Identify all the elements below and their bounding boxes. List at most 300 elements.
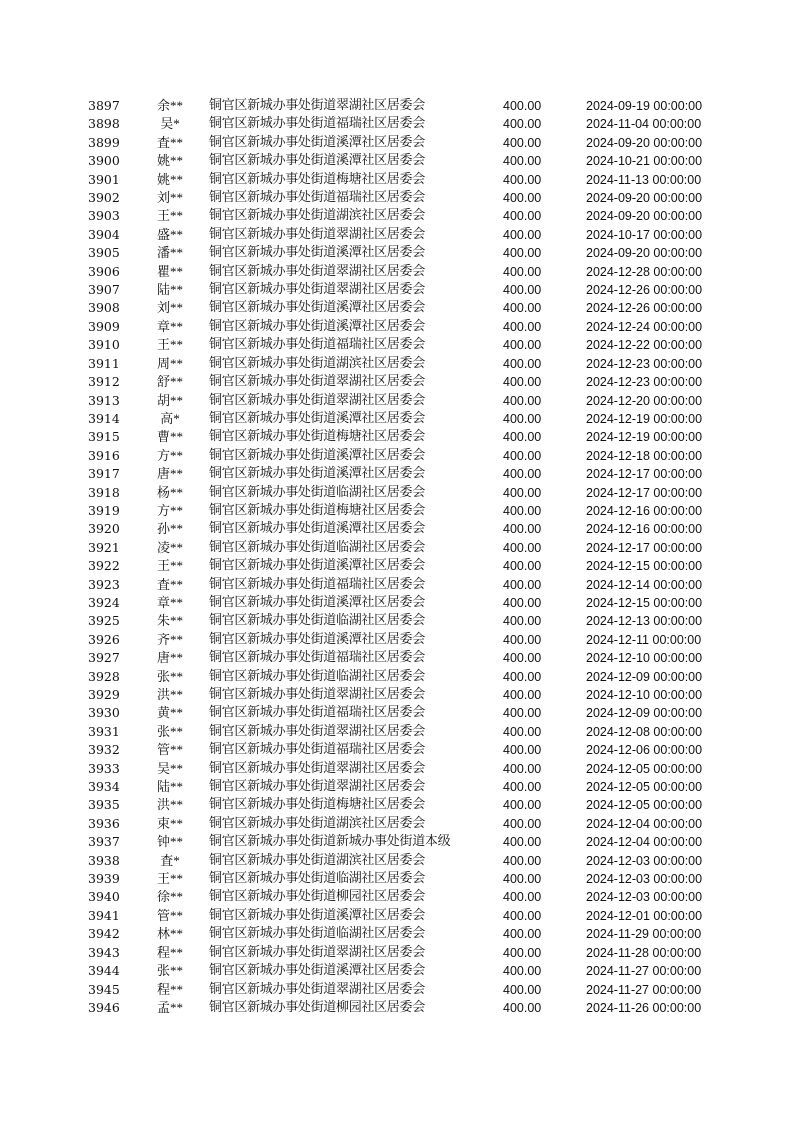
- payment-date: 2024-12-23 00:00:00: [586, 375, 703, 390]
- record-id: 3924: [88, 594, 120, 610]
- record-id: 3945: [88, 981, 120, 997]
- person-name: 吴*: [160, 116, 180, 132]
- organization: 铜官区新城办事处街道溪潭社区居委会: [209, 134, 425, 150]
- organization: 铜官区新城办事处街道溪潭社区居委会: [209, 521, 425, 537]
- amount: 400.00: [503, 375, 542, 390]
- payment-date: 2024-12-10 00:00:00: [586, 688, 703, 702]
- record-id: 3942: [88, 926, 120, 942]
- record-id: 3905: [88, 245, 120, 261]
- record-id: 3910: [88, 337, 120, 353]
- payment-date: 2024-11-13 00:00:00: [586, 172, 702, 187]
- table-row: [0, 557, 793, 575]
- amount: 400.00: [503, 927, 542, 942]
- amount: 400.00: [503, 117, 542, 132]
- record-id: 3909: [88, 318, 120, 334]
- organization: 铜官区新城办事处街道翠湖社区居委会: [209, 392, 425, 408]
- record-id: 3913: [88, 392, 120, 408]
- amount: 400.00: [503, 945, 542, 960]
- organization: 铜官区新城办事处街道溪潭社区居委会: [209, 466, 425, 482]
- table-row: [0, 355, 793, 373]
- record-id: 3897: [88, 98, 120, 113]
- payment-date: 2024-11-04 00:00:00: [586, 117, 702, 132]
- person-name: 束**: [156, 815, 183, 831]
- organization: 铜官区新城办事处街道福瑞社区居委会: [209, 650, 425, 666]
- organization: 铜官区新城办事处街道湖滨社区居委会: [209, 208, 425, 224]
- record-id: 3918: [88, 484, 120, 500]
- table-row: [0, 502, 793, 520]
- organization: 铜官区新城办事处街道溪潭社区居委会: [209, 318, 425, 334]
- record-id: 3912: [88, 374, 120, 390]
- person-name: 张**: [156, 723, 183, 739]
- organization: 铜官区新城办事处街道梅塘社区居委会: [209, 171, 425, 187]
- payment-date: 2024-09-20 00:00:00: [586, 209, 703, 224]
- payment-date: 2024-12-16 00:00:00: [586, 503, 703, 518]
- table-row: [0, 244, 793, 262]
- table-row: [0, 299, 793, 317]
- payment-date: 2024-09-20 00:00:00: [586, 135, 703, 150]
- person-name: 胡**: [156, 392, 183, 408]
- table-row: [0, 318, 793, 336]
- person-name: 洪**: [156, 687, 183, 702]
- table-row: [0, 152, 793, 170]
- payment-date: 2024-12-03 00:00:00: [586, 872, 703, 887]
- table-row: [0, 612, 793, 630]
- person-name: 王**: [156, 871, 183, 887]
- person-name: 章**: [156, 318, 183, 334]
- person-name: 余**: [156, 98, 183, 113]
- record-id: 3930: [88, 705, 120, 721]
- organization: 铜官区新城办事处街道翠湖社区居委会: [209, 263, 425, 279]
- table-row: [0, 981, 793, 999]
- amount: 400.00: [503, 301, 542, 316]
- record-id: 3907: [88, 282, 120, 298]
- payment-date: 2024-12-22 00:00:00: [586, 338, 703, 353]
- payment-date: 2024-12-19 00:00:00: [586, 430, 703, 445]
- organization: 铜官区新城办事处街道临湖社区居委会: [209, 926, 425, 942]
- record-id: 3946: [88, 999, 120, 1015]
- person-name: 孟**: [156, 999, 183, 1015]
- payment-date: 2024-12-26 00:00:00: [586, 301, 703, 316]
- table-row: [0, 760, 793, 778]
- record-id: 3922: [88, 558, 120, 574]
- amount: 400.00: [503, 99, 542, 113]
- organization: 铜官区新城办事处街道翠湖社区居委会: [209, 374, 425, 390]
- table-row: [0, 796, 793, 814]
- amount: 400.00: [503, 835, 542, 850]
- table-row: [0, 336, 793, 354]
- table-row: [0, 944, 793, 962]
- organization: 铜官区新城办事处街道翠湖社区居委会: [209, 760, 425, 776]
- payment-date: 2024-12-06 00:00:00: [586, 743, 703, 758]
- record-id: 3916: [88, 447, 120, 463]
- amount: 400.00: [503, 448, 542, 463]
- payment-date: 2024-12-14 00:00:00: [586, 577, 703, 592]
- payment-date: 2024-11-29 00:00:00: [586, 927, 702, 942]
- organization: 铜官区新城办事处街道翠湖社区居委会: [209, 944, 425, 960]
- records-table: [0, 97, 793, 1017]
- organization: 铜官区新城办事处街道梅塘社区居委会: [209, 502, 425, 518]
- table-row: [0, 520, 793, 538]
- record-id: 3917: [88, 466, 120, 482]
- payment-date: 2024-12-28 00:00:00: [586, 264, 703, 279]
- payment-date: 2024-12-04 00:00:00: [586, 835, 703, 850]
- record-id: 3904: [88, 226, 120, 242]
- organization: 铜官区新城办事处街道溪潭社区居委会: [209, 300, 425, 316]
- payment-date: 2024-12-09 00:00:00: [586, 706, 703, 721]
- table-row: [0, 741, 793, 759]
- table-row: [0, 962, 793, 980]
- organization: 铜官区新城办事处街道福瑞社区居委会: [209, 190, 425, 206]
- payment-date: 2024-10-21 00:00:00: [586, 154, 703, 169]
- person-name: 程**: [156, 944, 183, 960]
- record-id: 3938: [88, 852, 120, 868]
- organization: 铜官区新城办事处街道翠湖社区居委会: [209, 779, 425, 795]
- amount: 400.00: [503, 982, 542, 997]
- person-name: 王**: [156, 208, 183, 224]
- person-name: 唐**: [156, 466, 183, 482]
- record-id: 3926: [88, 631, 120, 647]
- amount: 400.00: [503, 522, 542, 537]
- table-row: [0, 704, 793, 722]
- record-id: 3920: [88, 521, 120, 537]
- table-row: [0, 410, 793, 428]
- table-row: [0, 539, 793, 557]
- person-name: 査**: [156, 576, 183, 592]
- person-name: 徐**: [156, 889, 183, 905]
- amount: 400.00: [503, 191, 542, 206]
- record-id: 3919: [88, 502, 120, 518]
- organization: 铜官区新城办事处街道翠湖社区居委会: [209, 98, 425, 113]
- record-id: 3903: [88, 208, 120, 224]
- amount: 400.00: [503, 411, 542, 426]
- record-id: 3935: [88, 797, 120, 813]
- amount: 400.00: [503, 319, 542, 334]
- payment-date: 2024-12-15 00:00:00: [586, 559, 703, 574]
- person-name: 程**: [156, 981, 183, 997]
- organization: 铜官区新城办事处街道溪潭社区居委会: [209, 963, 425, 979]
- record-id: 3943: [88, 944, 120, 960]
- amount: 400.00: [503, 264, 542, 279]
- person-name: 管**: [156, 742, 183, 758]
- person-name: 孙**: [156, 521, 183, 537]
- organization: 铜官区新城办事处街道湖滨社区居委会: [209, 815, 425, 831]
- table-row: [0, 833, 793, 851]
- record-id: 3902: [88, 190, 120, 206]
- payment-date: 2024-10-17 00:00:00: [586, 227, 703, 242]
- payment-date: 2024-09-20 00:00:00: [586, 246, 703, 261]
- table-row: [0, 97, 793, 115]
- payment-date: 2024-12-08 00:00:00: [586, 724, 703, 739]
- organization: 铜官区新城办事处街道梅塘社区居委会: [209, 797, 425, 813]
- amount: 400.00: [503, 356, 542, 371]
- organization: 铜官区新城办事处街道溪潭社区居委会: [209, 907, 425, 923]
- amount: 400.00: [503, 172, 542, 187]
- table-row: [0, 907, 793, 925]
- organization: 铜官区新城办事处街道福瑞社区居委会: [209, 705, 425, 721]
- record-id: 3927: [88, 650, 120, 666]
- table-row: [0, 649, 793, 667]
- record-id: 3901: [88, 171, 120, 187]
- record-id: 3911: [88, 355, 120, 371]
- payment-date: 2024-12-05 00:00:00: [586, 761, 703, 776]
- amount: 400.00: [503, 393, 542, 408]
- table-row: [0, 484, 793, 502]
- organization: 铜官区新城办事处街道临湖社区居委会: [209, 484, 425, 500]
- table-row: [0, 576, 793, 594]
- person-name: 黄**: [156, 705, 183, 721]
- amount: 400.00: [503, 135, 542, 150]
- amount: 400.00: [503, 908, 542, 923]
- payment-date: 2024-12-16 00:00:00: [586, 522, 703, 537]
- payment-date: 2024-12-11 00:00:00: [586, 632, 702, 647]
- organization: 铜官区新城办事处街道梅塘社区居委会: [209, 429, 425, 445]
- payment-date: 2024-12-09 00:00:00: [586, 669, 703, 684]
- organization: 铜官区新城办事处街道翠湖社区居委会: [209, 723, 425, 739]
- person-name: 吴**: [156, 760, 183, 776]
- record-id: 3939: [88, 871, 120, 887]
- record-id: 3925: [88, 613, 120, 629]
- table-row: [0, 171, 793, 189]
- table-row: [0, 870, 793, 888]
- payment-date: 2024-12-20 00:00:00: [586, 393, 703, 408]
- table-row: [0, 447, 793, 465]
- payment-date: 2024-12-24 00:00:00: [586, 319, 703, 334]
- record-id: 3940: [88, 889, 120, 905]
- payment-date: 2024-12-03 00:00:00: [586, 853, 703, 868]
- amount: 400.00: [503, 503, 542, 518]
- person-name: 査*: [160, 852, 180, 868]
- amount: 400.00: [503, 872, 542, 887]
- organization: 铜官区新城办事处街道溪潭社区居委会: [209, 245, 425, 261]
- table-row: [0, 263, 793, 281]
- record-id: 3936: [88, 815, 120, 831]
- payment-date: 2024-12-13 00:00:00: [586, 614, 703, 629]
- amount: 400.00: [503, 964, 542, 979]
- amount: 400.00: [503, 209, 542, 224]
- table-row: [0, 852, 793, 870]
- payment-date: 2024-11-28 00:00:00: [586, 945, 702, 960]
- organization: 铜官区新城办事处街道溪潭社区居委会: [209, 558, 425, 574]
- amount: 400.00: [503, 780, 542, 795]
- record-id: 3899: [88, 134, 120, 150]
- table-row: [0, 465, 793, 483]
- record-id: 3932: [88, 742, 120, 758]
- person-name: 刘**: [156, 300, 183, 316]
- amount: 400.00: [503, 430, 542, 445]
- amount: 400.00: [503, 283, 542, 298]
- person-name: 齐**: [156, 631, 183, 647]
- payment-date: 2024-12-19 00:00:00: [586, 411, 703, 426]
- payment-date: 2024-12-05 00:00:00: [586, 780, 703, 795]
- person-name: 刘**: [156, 190, 183, 206]
- payment-date: 2024-12-26 00:00:00: [586, 283, 703, 298]
- person-name: 曹**: [156, 429, 183, 445]
- organization: 铜官区新城办事处街道溪潭社区居委会: [209, 631, 425, 647]
- organization: 铜官区新城办事处街道临湖社区居委会: [209, 871, 425, 887]
- organization: 铜官区新城办事处街道临湖社区居委会: [209, 613, 425, 629]
- amount: 400.00: [503, 246, 542, 261]
- organization: 铜官区新城办事处街道福瑞社区居委会: [209, 742, 425, 758]
- record-id: 3928: [88, 668, 120, 684]
- organization: 铜官区新城办事处街道溪潭社区居委会: [209, 594, 425, 610]
- table-row: [0, 594, 793, 612]
- table-row: [0, 888, 793, 906]
- amount: 400.00: [503, 577, 542, 592]
- person-name: 钟**: [156, 834, 183, 850]
- table-row: [0, 925, 793, 943]
- person-name: 陆**: [156, 779, 183, 795]
- table-row: [0, 207, 793, 225]
- payment-date: 2024-09-19 00:00:00: [586, 99, 703, 113]
- amount: 400.00: [503, 632, 542, 647]
- table-row: [0, 373, 793, 391]
- person-name: 管**: [156, 907, 183, 923]
- organization: 铜官区新城办事处街道溪潭社区居委会: [209, 447, 425, 463]
- person-name: 舒**: [156, 374, 183, 390]
- person-name: 洪**: [156, 797, 183, 813]
- payment-date: 2024-12-23 00:00:00: [586, 356, 703, 371]
- payment-date: 2024-11-27 00:00:00: [586, 964, 702, 979]
- amount: 400.00: [503, 706, 542, 721]
- organization: 铜官区新城办事处街道柳园社区居委会: [209, 889, 425, 905]
- amount: 400.00: [503, 338, 542, 353]
- person-name: 姚**: [156, 171, 183, 187]
- organization: 铜官区新城办事处街道翠湖社区居委会: [209, 282, 425, 298]
- amount: 400.00: [503, 485, 542, 500]
- person-name: 王**: [156, 558, 183, 574]
- table-row: [0, 723, 793, 741]
- organization: 铜官区新城办事处街道临湖社区居委会: [209, 539, 425, 555]
- amount: 400.00: [503, 651, 542, 666]
- payment-date: 2024-11-26 00:00:00: [586, 1000, 702, 1015]
- person-name: 方**: [156, 502, 183, 518]
- organization: 铜官区新城办事处街道翠湖社区居委会: [209, 226, 425, 242]
- person-name: 章**: [156, 594, 183, 610]
- record-id: 3937: [88, 834, 120, 850]
- table-row: [0, 428, 793, 446]
- amount: 400.00: [503, 688, 542, 702]
- person-name: 潘**: [156, 245, 183, 261]
- record-id: 3941: [88, 907, 120, 923]
- amount: 400.00: [503, 743, 542, 758]
- record-id: 3898: [88, 116, 120, 132]
- payment-date: 2024-12-04 00:00:00: [586, 816, 703, 831]
- table-row: [0, 392, 793, 410]
- payment-date: 2024-12-10 00:00:00: [586, 651, 703, 666]
- record-id: 3934: [88, 779, 120, 795]
- amount: 400.00: [503, 540, 542, 555]
- record-id: 3908: [88, 300, 120, 316]
- person-name: 盛**: [156, 226, 183, 242]
- person-name: 张**: [156, 668, 183, 684]
- amount: 400.00: [503, 724, 542, 739]
- table-row: [0, 226, 793, 244]
- organization: 铜官区新城办事处街道溪潭社区居委会: [209, 410, 425, 426]
- person-name: 姚**: [156, 153, 183, 169]
- amount: 400.00: [503, 595, 542, 610]
- record-id: 3900: [88, 153, 120, 169]
- payment-date: 2024-12-15 00:00:00: [586, 595, 703, 610]
- organization: 铜官区新城办事处街道翠湖社区居委会: [209, 981, 425, 997]
- person-name: 周**: [156, 355, 183, 371]
- record-id: 3921: [88, 539, 120, 555]
- payment-date: 2024-12-03 00:00:00: [586, 890, 703, 905]
- payment-date: 2024-12-01 00:00:00: [586, 908, 703, 923]
- organization: 铜官区新城办事处街道湖滨社区居委会: [209, 355, 425, 371]
- organization: 铜官区新城办事处街道福瑞社区居委会: [209, 337, 425, 353]
- amount: 400.00: [503, 467, 542, 482]
- person-name: 陆**: [156, 282, 183, 298]
- organization: 铜官区新城办事处街道柳园社区居委会: [209, 999, 425, 1015]
- payment-date: 2024-12-17 00:00:00: [586, 485, 703, 500]
- table-row: [0, 686, 793, 704]
- person-name: 方**: [156, 447, 183, 463]
- table-row: [0, 189, 793, 207]
- record-id: 3914: [88, 410, 120, 426]
- record-id: 3923: [88, 576, 120, 592]
- amount: 400.00: [503, 669, 542, 684]
- person-name: 朱**: [156, 613, 183, 629]
- organization: 铜官区新城办事处街道溪潭社区居委会: [209, 153, 425, 169]
- organization: 铜官区新城办事处街道福瑞社区居委会: [209, 116, 425, 132]
- table-row: [0, 134, 793, 152]
- table-row: [0, 631, 793, 649]
- amount: 400.00: [503, 798, 542, 813]
- organization: 铜官区新城办事处街道翠湖社区居委会: [209, 687, 425, 702]
- payment-date: 2024-12-17 00:00:00: [586, 540, 703, 555]
- record-id: 3906: [88, 263, 120, 279]
- organization: 铜官区新城办事处街道福瑞社区居委会: [209, 576, 425, 592]
- amount: 400.00: [503, 1000, 542, 1015]
- amount: 400.00: [503, 614, 542, 629]
- amount: 400.00: [503, 154, 542, 169]
- organization: 铜官区新城办事处街道湖滨社区居委会: [209, 852, 425, 868]
- table-row: [0, 281, 793, 299]
- record-id: 3944: [88, 963, 120, 979]
- payment-date: 2024-12-18 00:00:00: [586, 448, 703, 463]
- person-name: 林**: [156, 926, 183, 942]
- record-id: 3931: [88, 723, 120, 739]
- table-row: [0, 778, 793, 796]
- record-id: 3933: [88, 760, 120, 776]
- person-name: 瞿**: [156, 263, 183, 279]
- person-name: 高*: [160, 410, 180, 426]
- amount: 400.00: [503, 227, 542, 242]
- payment-date: 2024-11-27 00:00:00: [586, 982, 702, 997]
- table-row: [0, 668, 793, 686]
- person-name: 张**: [156, 963, 183, 979]
- amount: 400.00: [503, 761, 542, 776]
- table-row: [0, 115, 793, 133]
- amount: 400.00: [503, 816, 542, 831]
- record-id: 3929: [88, 687, 120, 702]
- amount: 400.00: [503, 853, 542, 868]
- record-id: 3915: [88, 429, 120, 445]
- payment-date: 2024-09-20 00:00:00: [586, 191, 703, 206]
- organization: 铜官区新城办事处街道新城办事处街道本级: [209, 834, 451, 850]
- person-name: 凌**: [156, 539, 183, 555]
- table-row: [0, 999, 793, 1017]
- amount: 400.00: [503, 559, 542, 574]
- person-name: 王**: [156, 337, 183, 353]
- payment-date: 2024-12-05 00:00:00: [586, 798, 703, 813]
- person-name: 杨**: [156, 484, 183, 500]
- person-name: 唐**: [156, 650, 183, 666]
- table-row: [0, 815, 793, 833]
- person-name: 査**: [156, 134, 183, 150]
- organization: 铜官区新城办事处街道临湖社区居委会: [209, 668, 425, 684]
- payment-date: 2024-12-17 00:00:00: [586, 467, 703, 482]
